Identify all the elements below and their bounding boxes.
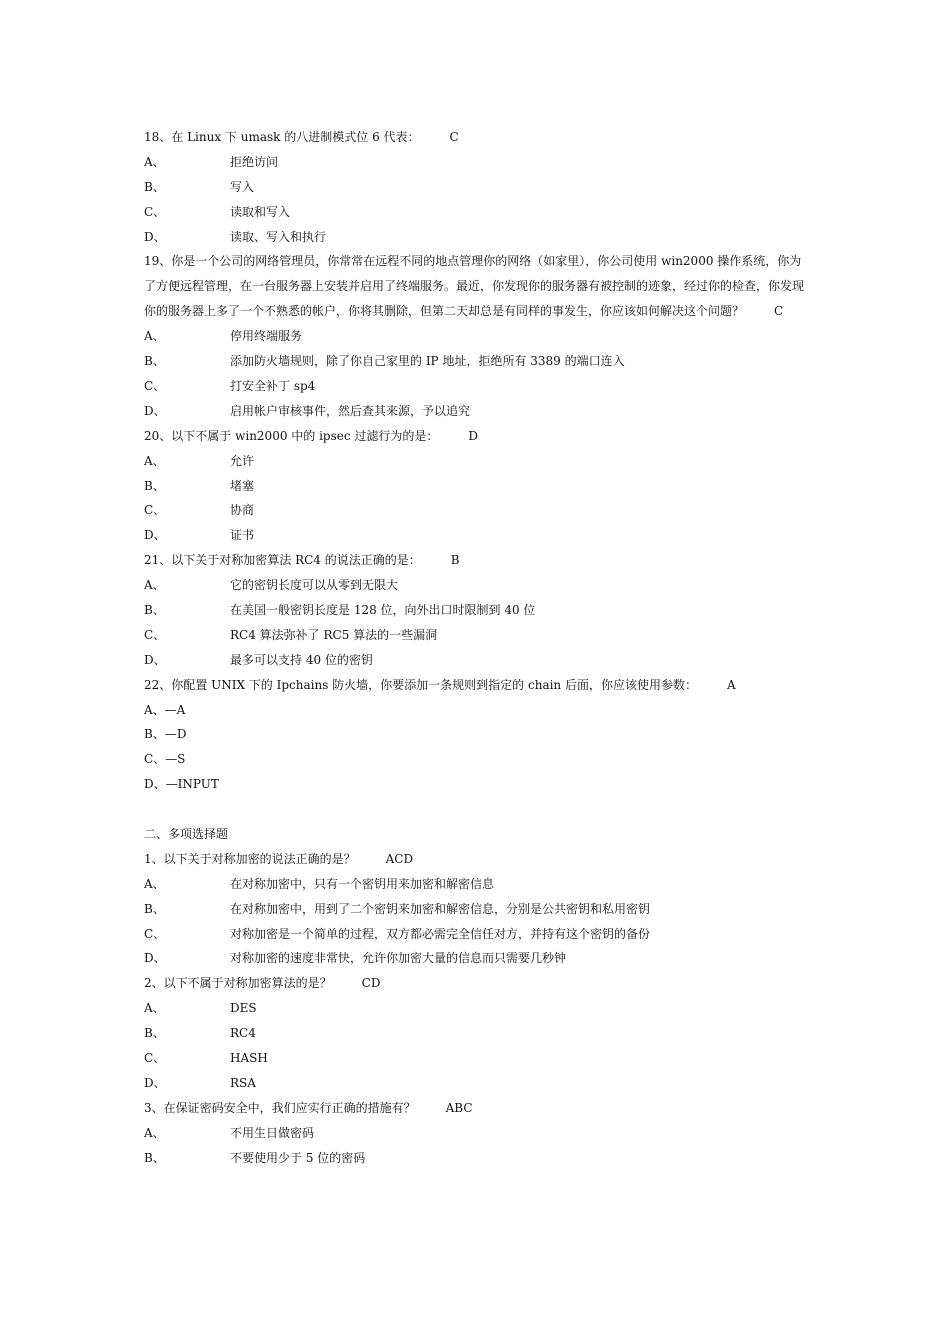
option-letter: C、 xyxy=(144,1051,166,1065)
option-d: D、—INPUT xyxy=(144,777,219,792)
question-22 xyxy=(144,673,809,698)
option-text: 对称加密是一个简单的过程，双方都必需完全信任对方，并持有这个密钥的备份 xyxy=(230,926,651,941)
question-text: 2、以下不属于对称加密算法的是？ xyxy=(144,976,332,991)
option-d xyxy=(144,399,809,424)
option-text: 读取、写入和执行 xyxy=(230,229,327,244)
option-text: 添加防火墙规则，除了你自己家里的 IP 地址，拒绝所有 3389 的端口连入 xyxy=(230,354,625,369)
question-text: 22、你配置 UNIX 下的 Ipchains 防火墙，你要添加一条规则到指定的 chain 后面，你应该使用参数： xyxy=(144,677,697,692)
answer-key: ACD xyxy=(385,851,414,866)
option-a xyxy=(144,1121,809,1146)
spacer xyxy=(144,797,809,822)
option-a: A、—A xyxy=(144,702,186,717)
option-text: DES xyxy=(230,1001,257,1016)
answer-key: D xyxy=(468,428,479,443)
option-d xyxy=(144,225,809,250)
question-19 xyxy=(144,249,809,324)
answer-key: A xyxy=(726,677,736,692)
question-text: 18、在 Linux 下 umask 的八进制模式位 6 代表： xyxy=(144,130,420,144)
question-text: 19、你是一个公司的网络管理员，你常常在远程不同的地点管理你的网络（如家里），你公司使用 win2000 操作系统，你为了方便远程管理，在一台服务器上安装并启用了终端服务。最近，你发现你的服务器有被控制的迹象，经过你的检查，你发现你的服务器上多了一个不熟悉的帐户，你将其删除，但第二天却总是有同样的事发生，你应该如何解决这个问题？ xyxy=(144,254,805,319)
answer-key: CD xyxy=(361,976,381,991)
option-text: 写入 xyxy=(230,179,255,194)
option-text: 最多可以支持 40 位的密钥 xyxy=(230,652,373,667)
option-c xyxy=(144,498,809,523)
option-c: C、—S xyxy=(144,752,186,767)
option-d xyxy=(144,1071,809,1096)
option-b xyxy=(144,897,809,922)
option-text: RSA xyxy=(230,1075,256,1090)
option-b xyxy=(144,474,809,499)
option-letter: B、 xyxy=(144,602,165,617)
answer-key: C xyxy=(449,130,459,144)
option-letter: A、 xyxy=(144,329,165,344)
option-text: 停用终端服务 xyxy=(230,329,303,344)
question-text: 1、以下关于对称加密的说法正确的是？ xyxy=(144,851,356,866)
question-1 xyxy=(144,847,809,872)
option-c xyxy=(144,623,809,648)
option-letter: A、 xyxy=(144,1001,165,1016)
option-text: 对称加密的速度非常快，允许你加密大量的信息而只需要几秒钟 xyxy=(230,951,567,966)
question-text: 20、以下不属于 win2000 中的 ipsec 过滤行为的是： xyxy=(144,428,439,443)
option-letter: B、 xyxy=(144,1150,165,1165)
option-letter: D、 xyxy=(144,652,166,667)
option-c xyxy=(144,1046,809,1071)
option-letter: C、 xyxy=(144,204,166,219)
option-a xyxy=(144,150,809,175)
option-text: 证书 xyxy=(230,528,255,543)
option-a xyxy=(144,324,809,349)
option-letter: A、 xyxy=(144,1125,165,1140)
option-b: B、—D xyxy=(144,727,187,742)
option-d xyxy=(144,946,809,971)
question-3 xyxy=(144,1096,809,1121)
option-letter: A、 xyxy=(144,876,165,891)
option-text: 协商 xyxy=(230,503,255,518)
option-text: 在对称加密中，用到了二个密钥来加密和解密信息，分别是公共密钥和私用密钥 xyxy=(230,901,651,916)
option-c xyxy=(144,200,809,225)
option-c xyxy=(144,922,809,947)
option-letter: B、 xyxy=(144,901,165,916)
option-text: 它的密钥长度可以从零到无限大 xyxy=(230,578,399,593)
question-18 xyxy=(144,125,809,150)
option-text: 不用生日做密码 xyxy=(230,1125,315,1140)
option-letter: A、 xyxy=(144,453,165,468)
option-letter: D、 xyxy=(144,528,166,543)
option-letter: A、 xyxy=(144,578,165,593)
option-text: 读取和写入 xyxy=(230,204,291,219)
option-text: 堵塞 xyxy=(230,478,255,493)
option-text: 允许 xyxy=(230,453,255,468)
option-b xyxy=(144,175,809,200)
option-text: 启用帐户审核事件，然后查其来源，予以追究 xyxy=(230,403,471,418)
option-text: 拒绝访问 xyxy=(230,154,279,169)
option-a xyxy=(144,573,809,598)
option-text: 在美国一般密钥长度是 128 位，向外出口时限制到 40 位 xyxy=(230,602,536,617)
option-letter: B、 xyxy=(144,354,165,369)
option-a xyxy=(144,449,809,474)
option-text: HASH xyxy=(230,1051,268,1065)
option-b xyxy=(144,349,809,374)
answer-key: C xyxy=(774,304,784,319)
answer-key: ABC xyxy=(445,1100,473,1115)
option-letter: C、 xyxy=(144,378,166,393)
document-content xyxy=(144,125,809,1170)
option-d xyxy=(144,523,809,548)
option-letter: D、 xyxy=(144,951,166,966)
option-letter: C、 xyxy=(144,627,166,642)
option-letter: D、 xyxy=(144,1075,166,1090)
option-letter: C、 xyxy=(144,926,166,941)
option-text: 在对称加密中，只有一个密钥用来加密和解密信息 xyxy=(230,876,495,891)
answer-key: B xyxy=(450,553,460,568)
question-20 xyxy=(144,424,809,449)
question-21 xyxy=(144,548,809,573)
question-2 xyxy=(144,971,809,996)
question-text: 3、在保证密码安全中，我们应实行正确的措施有？ xyxy=(144,1100,416,1115)
option-letter: B、 xyxy=(144,179,165,194)
option-d xyxy=(144,648,809,673)
option-text: RC4 算法弥补了 RC5 算法的一些漏洞 xyxy=(230,627,438,642)
option-a xyxy=(144,872,809,897)
option-letter: B、 xyxy=(144,1026,165,1041)
option-text: RC4 xyxy=(230,1026,256,1041)
option-c xyxy=(144,374,809,399)
option-b xyxy=(144,598,809,623)
option-a xyxy=(144,996,809,1021)
option-letter: A、 xyxy=(144,154,165,169)
question-text: 21、以下关于对称加密算法 RC4 的说法正确的是： xyxy=(144,553,421,568)
option-text: 打安全补丁 sp4 xyxy=(230,378,316,393)
section-heading: 二、多项选择题 xyxy=(144,826,229,841)
option-text: 不要使用少于 5 位的密码 xyxy=(230,1150,366,1165)
option-letter: C、 xyxy=(144,503,166,518)
option-b xyxy=(144,1146,809,1171)
option-letter: B、 xyxy=(144,478,165,493)
option-letter: D、 xyxy=(144,403,166,418)
option-b xyxy=(144,1021,809,1046)
option-letter: D、 xyxy=(144,229,166,244)
